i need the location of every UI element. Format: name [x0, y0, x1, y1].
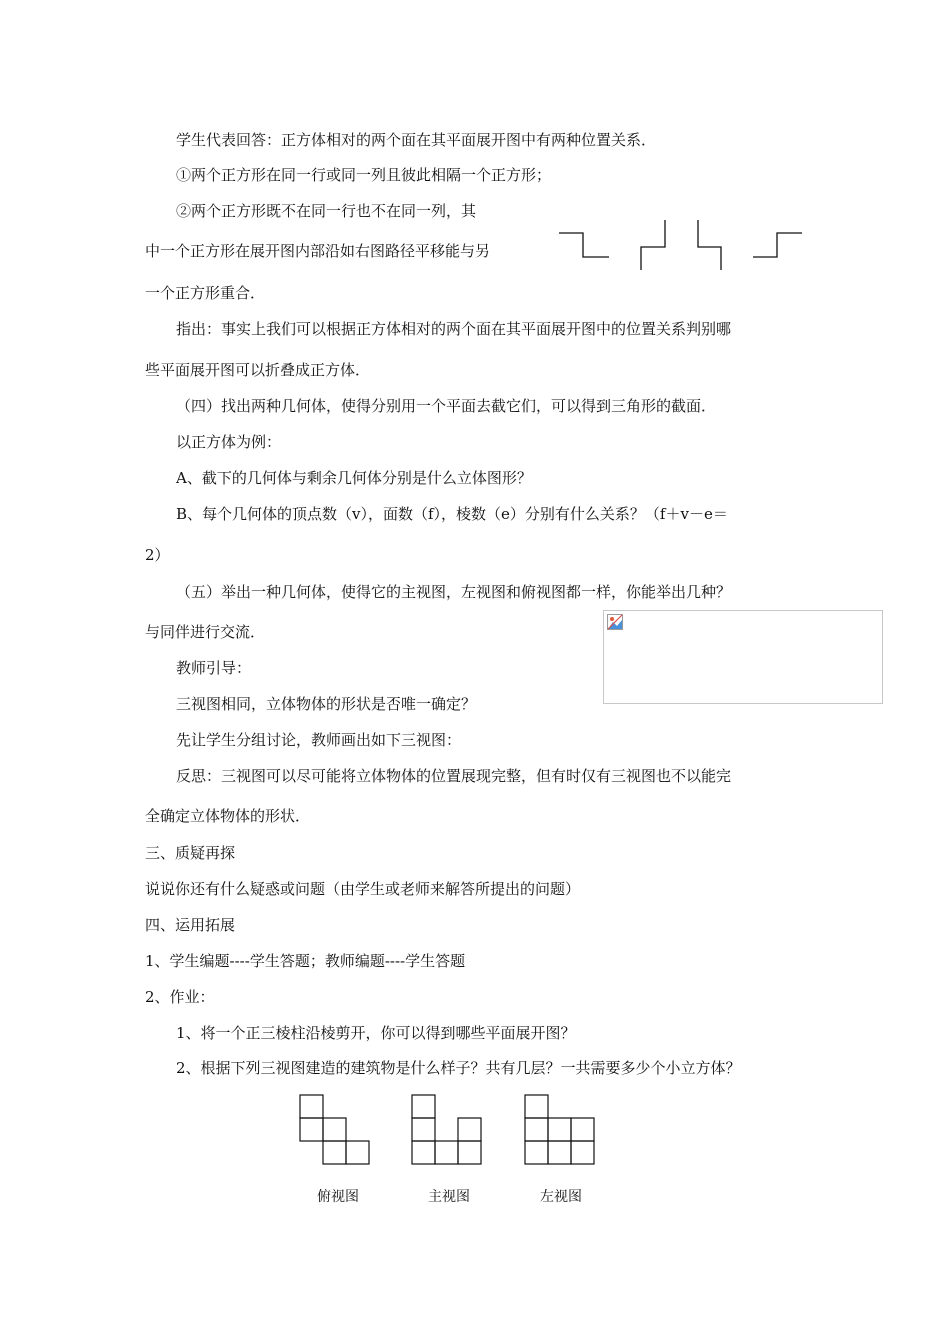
path-shape-3 [698, 220, 721, 270]
paragraph-compose-problems: 1、学生编题----学生答题；教师编题----学生答题 [145, 952, 466, 970]
translation-path-diagram [555, 216, 807, 274]
paragraph-group-discussion: 先让学生分组讨论，教师画出如下三视图： [176, 731, 462, 749]
paragraph-case-one: ①两个正方形在同一行或同一列且彼此相隔一个正方形； [176, 166, 552, 184]
paragraph-section-five: （五）举出一种几何体，使得它的主视图，左视图和俯视图都一样，你能举出几种？ [176, 583, 732, 601]
paragraph-reflection-cont: 全确定立体物体的形状． [145, 807, 311, 825]
paragraph-question-a: A、截下的几何体与剩余几何体分别是什么立体图形？ [176, 469, 532, 487]
path-shape-4 [753, 233, 802, 257]
paragraph-point-out-cont: 些平面展开图可以折叠成正方体． [145, 361, 371, 379]
paragraph-section-four: （四）找出两种几何体，使得分别用一个平面去截它们，可以得到三角形的截面． [176, 397, 717, 415]
paragraph-reflection: 反思：三视图可以尽可能将立体物体的位置展现完整，但有时仅有三视图也不以能完 [176, 767, 732, 785]
paragraph-teacher-guide: 教师引导： [176, 659, 252, 677]
paragraph-homework-two: 2、根据下列三视图建造的建筑物是什么样子？共有几层？一共需要多少个小立方体？ [176, 1059, 741, 1077]
paragraph-case-two-cont: 中一个正方形在展开图内部沿如右图路径平移能与另 [145, 242, 491, 260]
paragraph-case-two: ②两个正方形既不在同一行也不在同一列，其 [176, 202, 477, 220]
left-view-figure [524, 1094, 598, 1166]
paragraph-questions: 说说你还有什么疑惑或问题（由学生或老师来解答所提出的问题） [145, 880, 581, 898]
paragraph-student-answer: 学生代表回答：正方体相对的两个面在其平面展开图中有两种位置关系． [176, 131, 657, 149]
heading-section-four: 四、运用拓展 [145, 916, 236, 934]
paragraph-point-out: 指出：事实上我们可以根据正方体相对的两个面在其平面展开图中的位置关系判别哪 [176, 320, 732, 338]
front-view-caption: 主视图 [428, 1189, 470, 1205]
broken-image-icon [607, 614, 623, 630]
paragraph-share: 与同伴进行交流． [145, 623, 266, 641]
paragraph-homework-one: 1、将一个正三棱柱沿棱剪开，你可以得到哪些平面展开图？ [176, 1024, 576, 1042]
paragraph-homework: 2、作业： [145, 988, 215, 1006]
path-shape-2 [641, 220, 665, 270]
paragraph-three-views-question: 三视图相同，立体物体的形状是否唯一确定？ [176, 695, 477, 713]
paragraph-question-b-end: 2） [145, 546, 170, 564]
paragraph-cube-example: 以正方体为例： [176, 433, 282, 451]
paragraph-case-two-end: 一个正方形重合． [145, 284, 266, 302]
top-view-caption: 俯视图 [317, 1189, 359, 1205]
paragraph-question-b: B、每个几何体的顶点数（v），面数（f），棱数（e）分别有什么关系？（f＋v－e＝ [176, 505, 728, 523]
left-view-caption: 左视图 [540, 1189, 582, 1205]
path-shape-1 [559, 233, 609, 257]
front-view-figure [411, 1094, 485, 1166]
broken-image-placeholder [603, 610, 883, 704]
top-view-figure [299, 1094, 373, 1166]
heading-section-three: 三、质疑再探 [145, 844, 236, 862]
